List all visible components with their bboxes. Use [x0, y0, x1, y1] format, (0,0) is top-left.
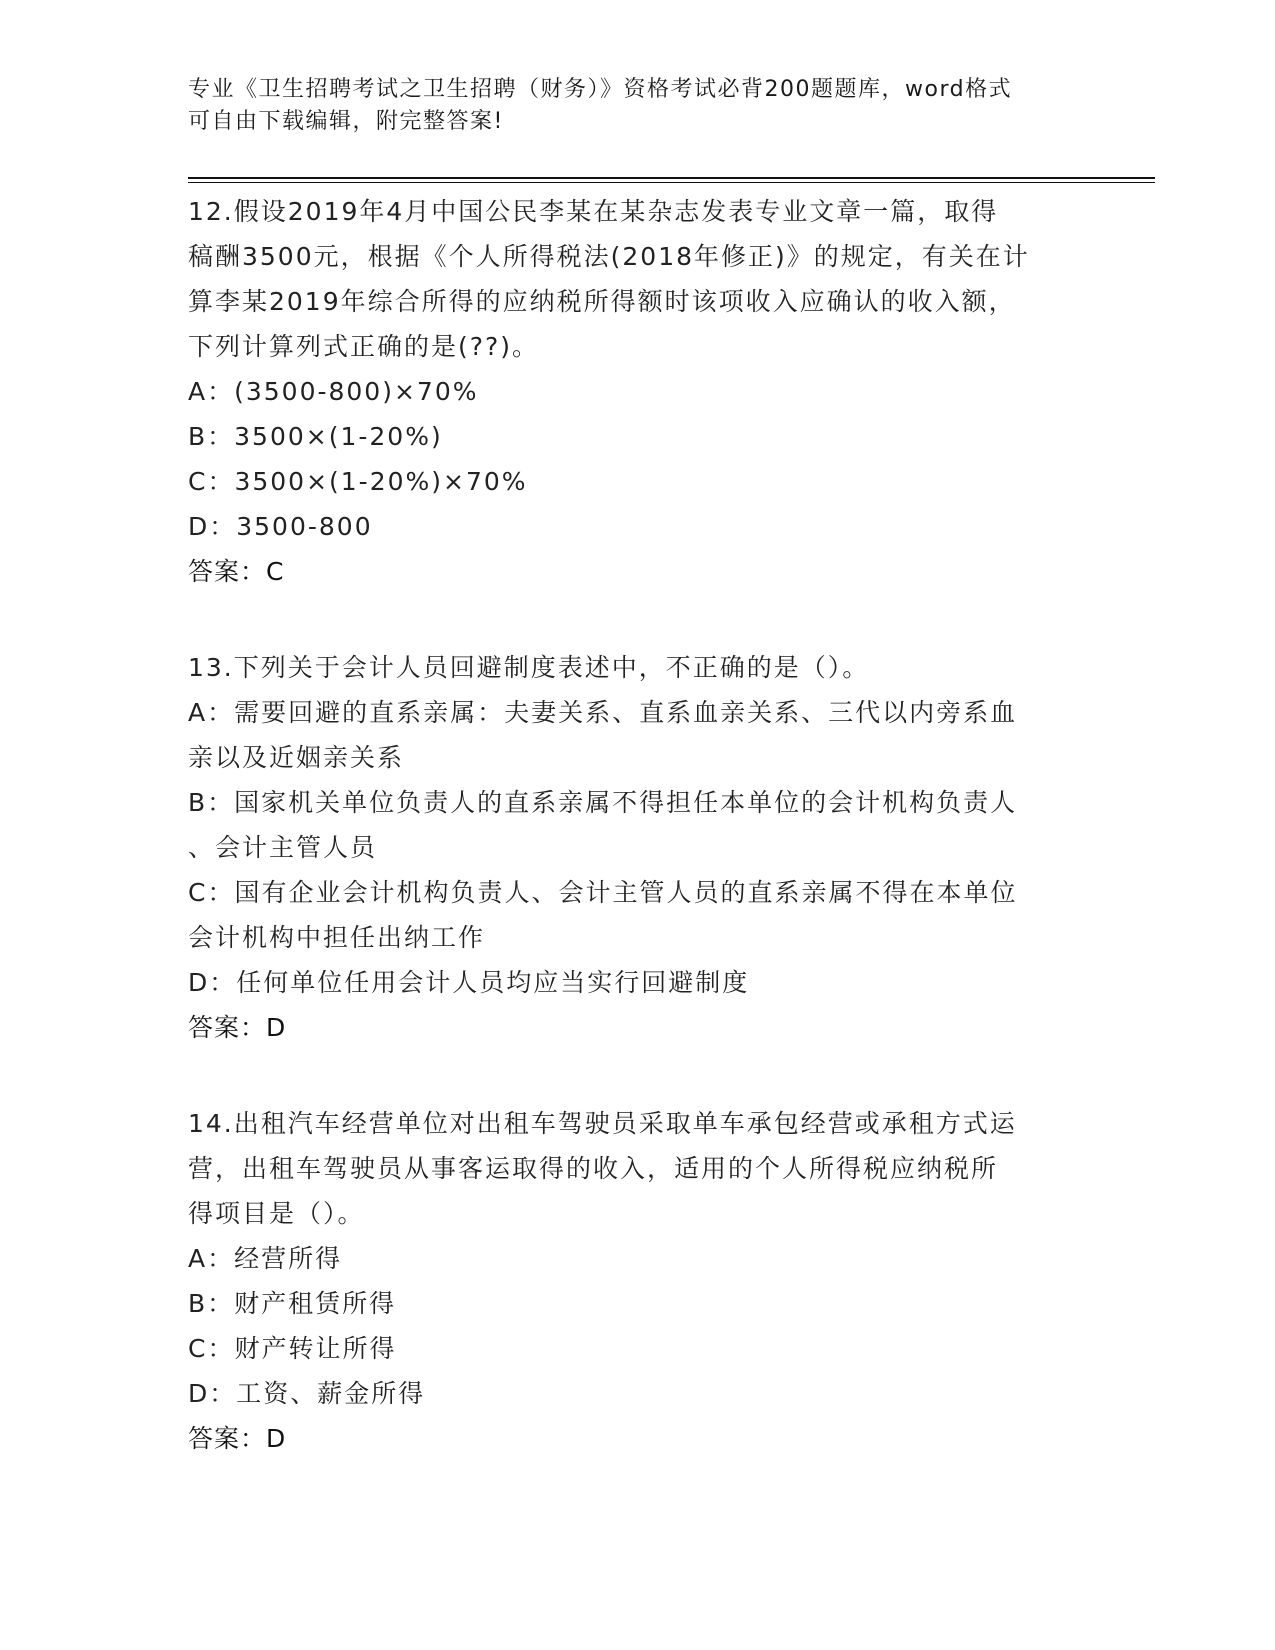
option-c: C：国有企业会计机构负责人、会计主管人员的直系亲属不得在本单位 — [188, 878, 1018, 907]
option-d: D：工资、薪金所得 — [188, 1379, 426, 1408]
question-stem-line: 13.下列关于会计人员回避制度表述中，不正确的是（）。 — [188, 653, 870, 682]
question-stem-line: 得项目是（）。 — [188, 1199, 365, 1228]
question-stem-line: 营，出租车驾驶员从事客运取得的收入，适用的个人所得税应纳税所 — [188, 1154, 999, 1183]
option-a: A：需要回避的直系亲属：夫妻关系、直系血亲关系、三代以内旁系血 — [188, 698, 1018, 727]
answer-key: 答案：D — [188, 1013, 287, 1042]
question-12 — [188, 189, 1088, 594]
option-a-continued: 亲以及近姻亲关系 — [188, 743, 405, 772]
question-stem-line: 下列计算列式正确的是(??)。 — [188, 332, 540, 361]
answer-key: 答案：D — [188, 1424, 287, 1453]
option-c-continued: 会计机构中担任出纳工作 — [188, 923, 486, 952]
header-divider-thin — [188, 182, 1155, 183]
answer-key: 答案：C — [188, 557, 285, 586]
header-divider-thick — [188, 177, 1155, 179]
option-a: A：经营所得 — [188, 1244, 343, 1273]
option-d: D：3500-800 — [188, 512, 373, 541]
option-b: B：财产租赁所得 — [188, 1289, 397, 1318]
document-header — [188, 74, 1088, 138]
option-b-continued: 、会计主管人员 — [188, 833, 378, 862]
question-stem-line: 算李某2019年综合所得的应纳税所得额时该项收入应确认的收入额， — [188, 287, 1016, 316]
question-stem-line: 12.假设2019年4月中国公民李某在某杂志发表专业文章一篇，取得 — [188, 197, 999, 226]
question-stem-line: 稿酬3500元，根据《个人所得税法(2018年修正)》的规定，有关在计 — [188, 242, 1030, 271]
header-line-2: 可自由下载编辑，附完整答案! — [188, 109, 504, 134]
header-line-1: 专业《卫生招聘考试之卫生招聘（财务）》资格考试必背200题题库，word格式 — [188, 77, 1013, 102]
question-stem-line: 14.出租汽车经营单位对出租车驾驶员采取单车承包经营或承租方式运 — [188, 1109, 1017, 1138]
option-c: C：财产转让所得 — [188, 1334, 397, 1363]
option-d: D：任何单位任用会计人员均应当实行回避制度 — [188, 968, 750, 997]
option-a: A：(3500-800)×70% — [188, 377, 479, 406]
option-b: B：国家机关单位负责人的直系亲属不得担任本单位的会计机构负责人 — [188, 788, 1018, 817]
option-b: B：3500×(1-20%) — [188, 422, 443, 451]
option-c: C：3500×(1-20%)×70% — [188, 467, 528, 496]
question-14 — [188, 1101, 1088, 1461]
question-13 — [188, 645, 1088, 1050]
